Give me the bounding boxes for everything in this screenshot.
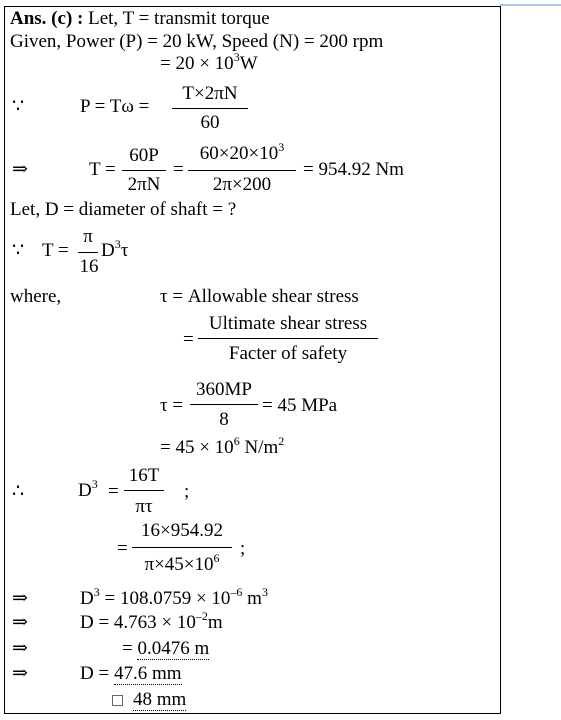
factor-of-safety: Facter of safety	[228, 343, 348, 364]
d-cubed-result: $D^3 = 108.0759 \times 10^{-6}$ $m^3$	[80, 585, 268, 609]
approx-symbol-icon	[112, 695, 123, 706]
therefore-symbol: ∴	[12, 481, 25, 502]
ultimate-shear-stress: Ultimate shear stress	[208, 313, 368, 334]
top-accent-line	[500, 4, 561, 6]
answer-label: Ans. (c) :	[10, 8, 84, 29]
power-fraction: T×2πN	[182, 83, 238, 104]
tau-result: = 45 MPa	[262, 395, 338, 416]
implies-symbol: ⇒	[12, 588, 28, 609]
power-equation-lhs: P = Tω =	[80, 96, 150, 117]
fraction-bar	[172, 108, 248, 109]
power-watts: = $20 \times 10^3W$	[160, 50, 258, 74]
because-symbol: ∵	[12, 240, 25, 261]
implies-symbol: ⇒	[12, 638, 28, 659]
diameter-rounded: 48 mm	[112, 689, 186, 711]
implies-symbol: ⇒	[12, 159, 28, 180]
diameter-exp: $D = 4.763 \times 10^{-2}m$	[80, 609, 223, 633]
implies-symbol: ⇒	[12, 612, 28, 633]
implies-symbol: ⇒	[12, 663, 28, 684]
diameter-definition: Let, D = diameter of shaft = ?	[10, 199, 237, 220]
tau-si: = $45 \times 10^6$ $N/m^2$	[160, 434, 285, 458]
answer-line: Ans. (c) : Let, T = transmit torque	[10, 8, 270, 29]
diameter-m: = 0.0476 m	[122, 638, 210, 659]
torque-equation-lhs: T =	[89, 159, 116, 180]
where-label: where,	[10, 286, 62, 307]
torque-result: = 954.92 Nm	[303, 159, 404, 180]
tau-definition: τ = Allowable shear stress	[160, 286, 359, 307]
because-symbol: ∵	[12, 96, 25, 117]
given-line: Given, Power (P) = 20 kW, Speed (N) = 200 rpm	[10, 31, 384, 52]
diameter-mm: D = 47.6 mm	[80, 663, 182, 684]
